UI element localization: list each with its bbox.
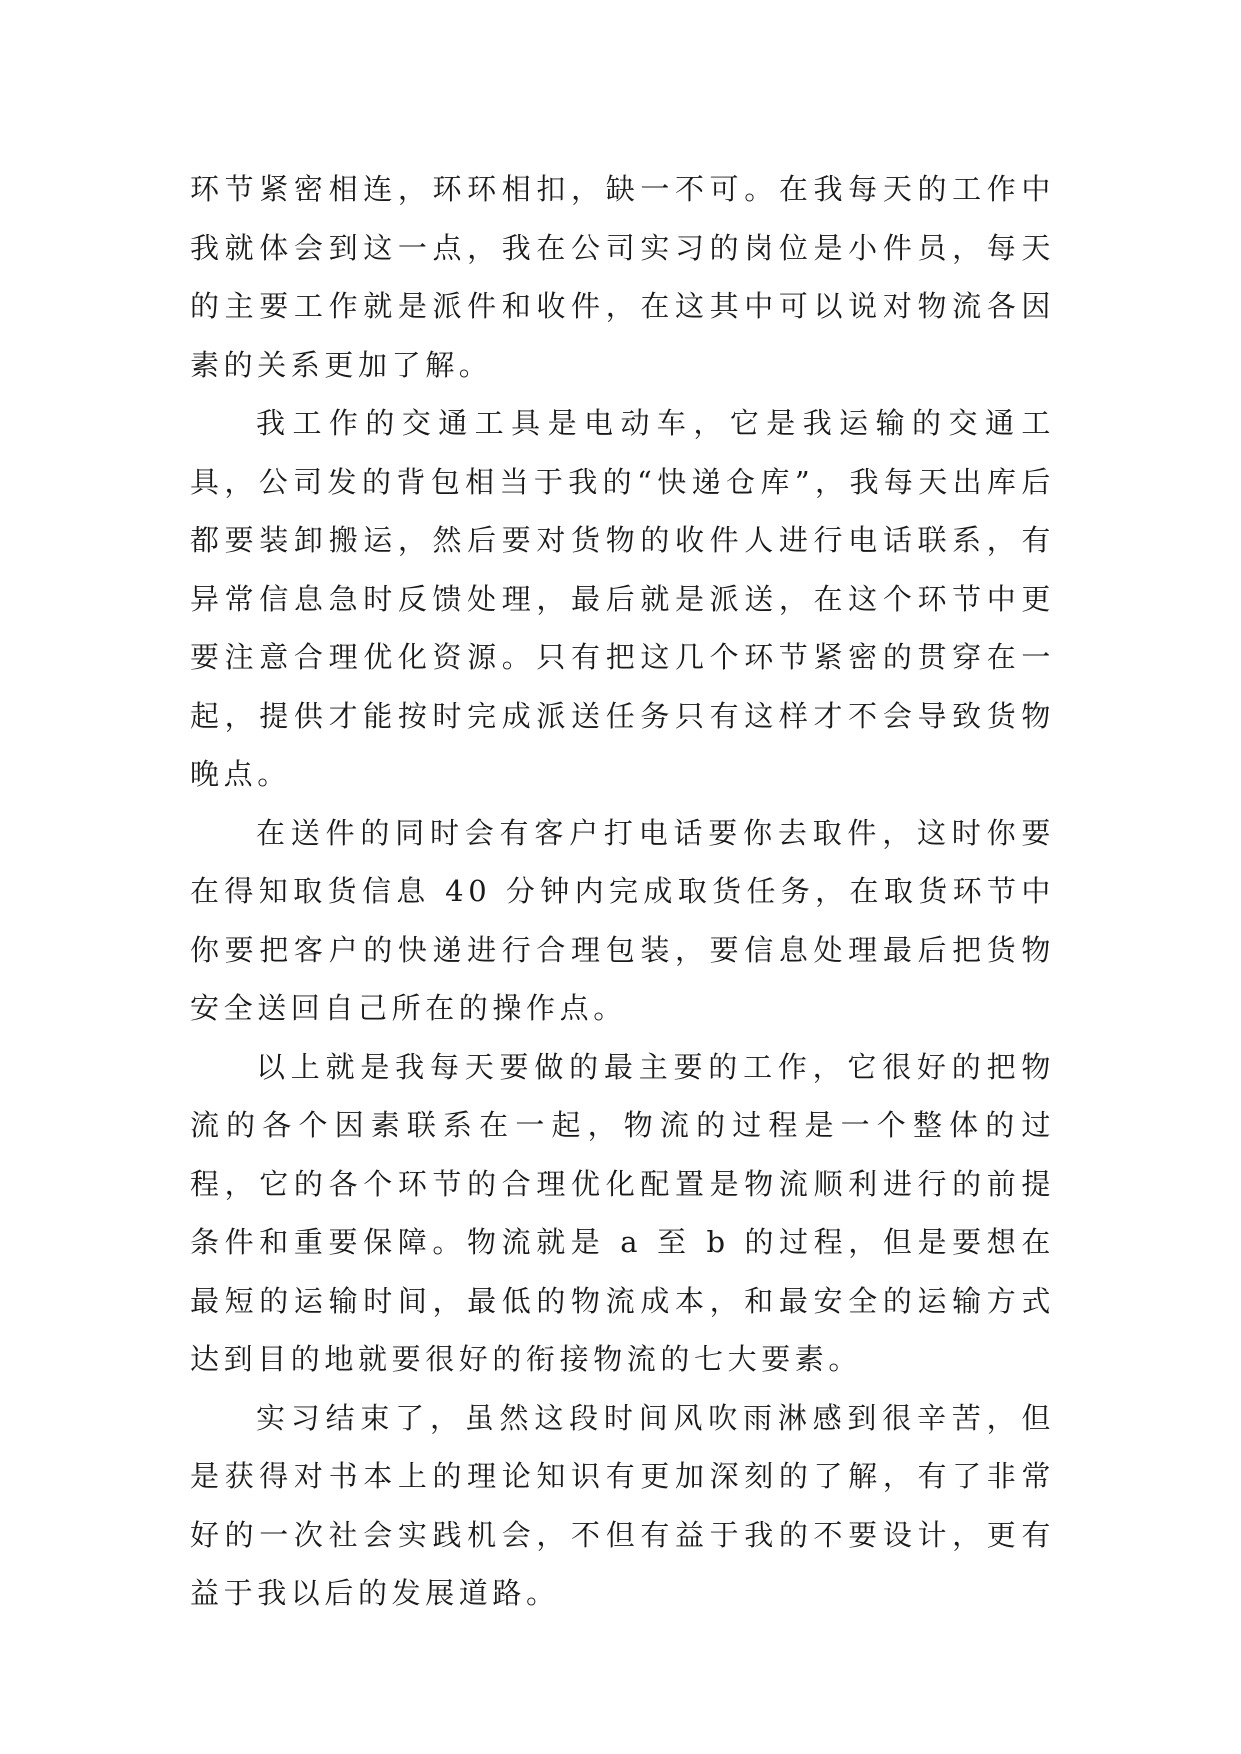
paragraph-5: 实习结束了，虽然这段时间风吹雨淋感到很辛苦，但是获得对书本上的理论知识有更加深刻的了解，有了非常好的一次社会实践机会，不但有益于我的不要设计，更有益于我以后的发展道路。 — [190, 1400, 1055, 1610]
paragraph-2: 我工作的交通工具是电动车，它是我运输的交通工具，公司发的背包相当于我的“快递仓库”，我每天出库后都要装卸搬运，然后要对货物的收件人进行电话联系，有异常信息急时反馈处理，最后就是派送，在这个环节中更要注意合理优化资源。只有把这几个环节紧密的贯穿在一起，提供才能按时完成派送任务只有这样才不会导致货物晚点。 — [190, 406, 1055, 791]
document-body — [190, 160, 1055, 1623]
paragraph-3: 在送件的同时会有客户打电话要你去取件，这时你要在得知取货信息 40 分钟内完成取货任务，在取货环节中你要把客户的快递进行合理包装，要信息处理最后把货物安全送回自己所在的操作点。 — [190, 815, 1055, 1025]
paragraph-1: 环节紧密相连，环环相扣，缺一不可。在我每天的工作中我就体会到这一点，我在公司实习的岗位是小件员，每天的主要工作就是派件和收件，在这其中可以说对物流各因素的关系更加了解。 — [190, 172, 1055, 382]
paragraph-4: 以上就是我每天要做的最主要的工作，它很好的把物流的各个因素联系在一起，物流的过程是一个整体的过程，它的各个环节的合理优化配置是物流顺利进行的前提条件和重要保障。物流就是 a 至 b 的过程，但是要想在最短的运输时间，最低的物流成本，和最安全的运输方式达到目的地就要很好的衔接物流的七大要素。 — [190, 1049, 1055, 1376]
